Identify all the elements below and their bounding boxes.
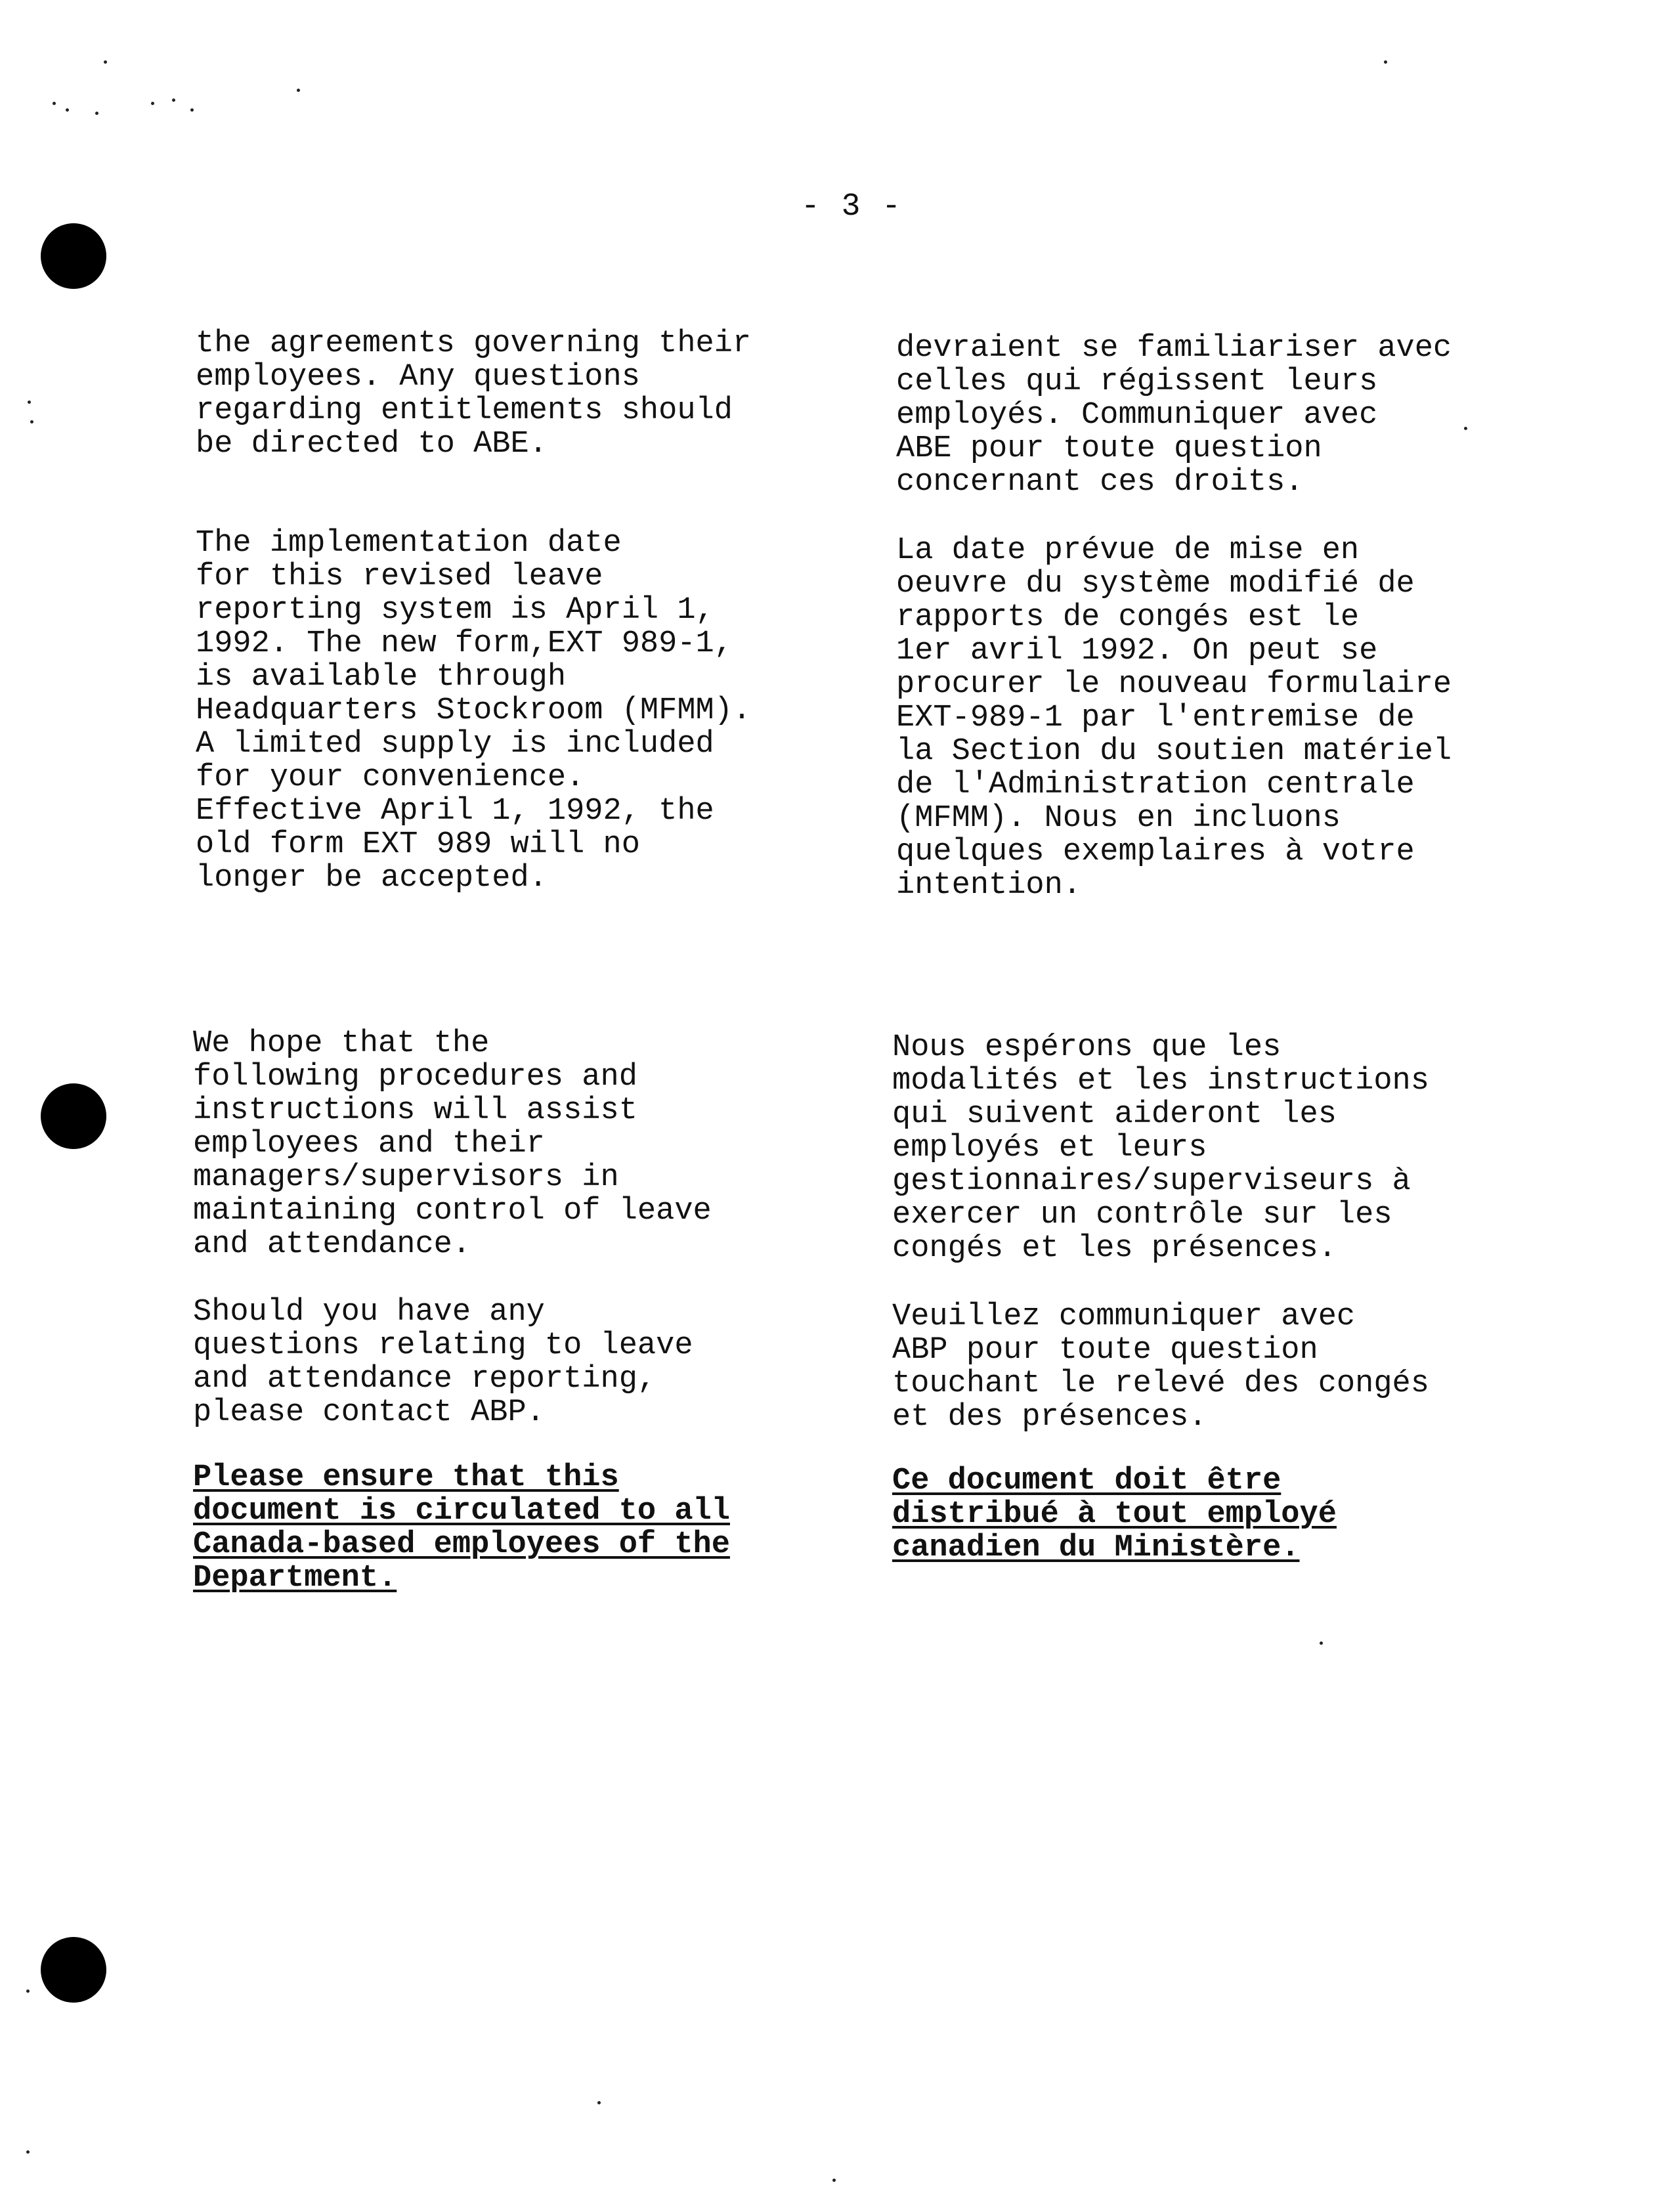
english-paragraph-2: The implementation date for this revised leave reporting system is April 1, 1992. The new form,EXT 989-1, is available through Headquarters Stockroom (MFMM). A limited supply is included for your convenience. Effective April 1, 1992, the old form EXT 989 will no longer be accepted.: [196, 526, 752, 896]
english-paragraph-3: We hope that the following procedures and instructions will assist employees and their managers/supervisors in maintaining control of leave and attendance.: [193, 1026, 712, 1262]
french-paragraph-2: La date prévue de mise en oeuvre du système modifié de rapports de congés est le 1er avril 1992. On peut se procurer le nouveau formulaire EXT-989-1 par l'entremise de la Section du soutien matériel de l'Administration centrale (MFMM). Nous en incluons quelques exemplaires à votre intention.: [896, 533, 1452, 903]
scan-speck: [53, 102, 56, 105]
scan-speck: [66, 108, 69, 112]
scan-speck: [597, 2101, 601, 2104]
scan-speck: [30, 420, 33, 424]
scan-speck: [95, 112, 98, 115]
french-paragraph-1: devraient se familiariser avec celles qui régissent leurs employés. Communiquer avec ABE pour toute question concernant ces droits.: [896, 331, 1452, 500]
french-column: [892, 0, 1553, 1565]
scan-speck: [28, 401, 31, 404]
scan-speck: [26, 2150, 30, 2154]
punch-hole-middle: [41, 1083, 106, 1149]
french-paragraph-4: Veuillez communiquer avec ABP pour toute question touchant le relevé des congés et des présences.: [892, 1299, 1429, 1435]
scan-speck: [190, 108, 194, 112]
scan-speck: [104, 60, 107, 64]
scan-speck: [832, 2179, 836, 2182]
english-column: [193, 0, 852, 1596]
page-number: - 3 -: [801, 189, 903, 225]
french-circulation-notice: Ce document doit être distribué à tout employé canadien du Ministère.: [892, 1464, 1337, 1565]
scan-speck: [151, 102, 154, 105]
french-paragraph-3: Nous espérons que les modalités et les instructions qui suivent aideront les employés et leurs gestionnaires/superviseurs à exercer un contrôle sur les congés et les présences.: [892, 1030, 1429, 1266]
english-circulation-notice: Please ensure that this document is circulated to all Canada-based employees of the Department.: [193, 1460, 730, 1596]
scan-speck: [26, 1989, 30, 1993]
punch-hole-top: [41, 223, 106, 289]
english-paragraph-1: the agreements governing their employees. Any questions regarding entitlements should be directed to ABE.: [196, 326, 752, 462]
scan-speck: [1320, 1641, 1323, 1645]
scan-speck: [172, 98, 175, 102]
punch-hole-bottom: [41, 1937, 106, 2003]
english-paragraph-4: Should you have any questions relating to leave and attendance reporting, please contact ABP.: [193, 1295, 693, 1430]
